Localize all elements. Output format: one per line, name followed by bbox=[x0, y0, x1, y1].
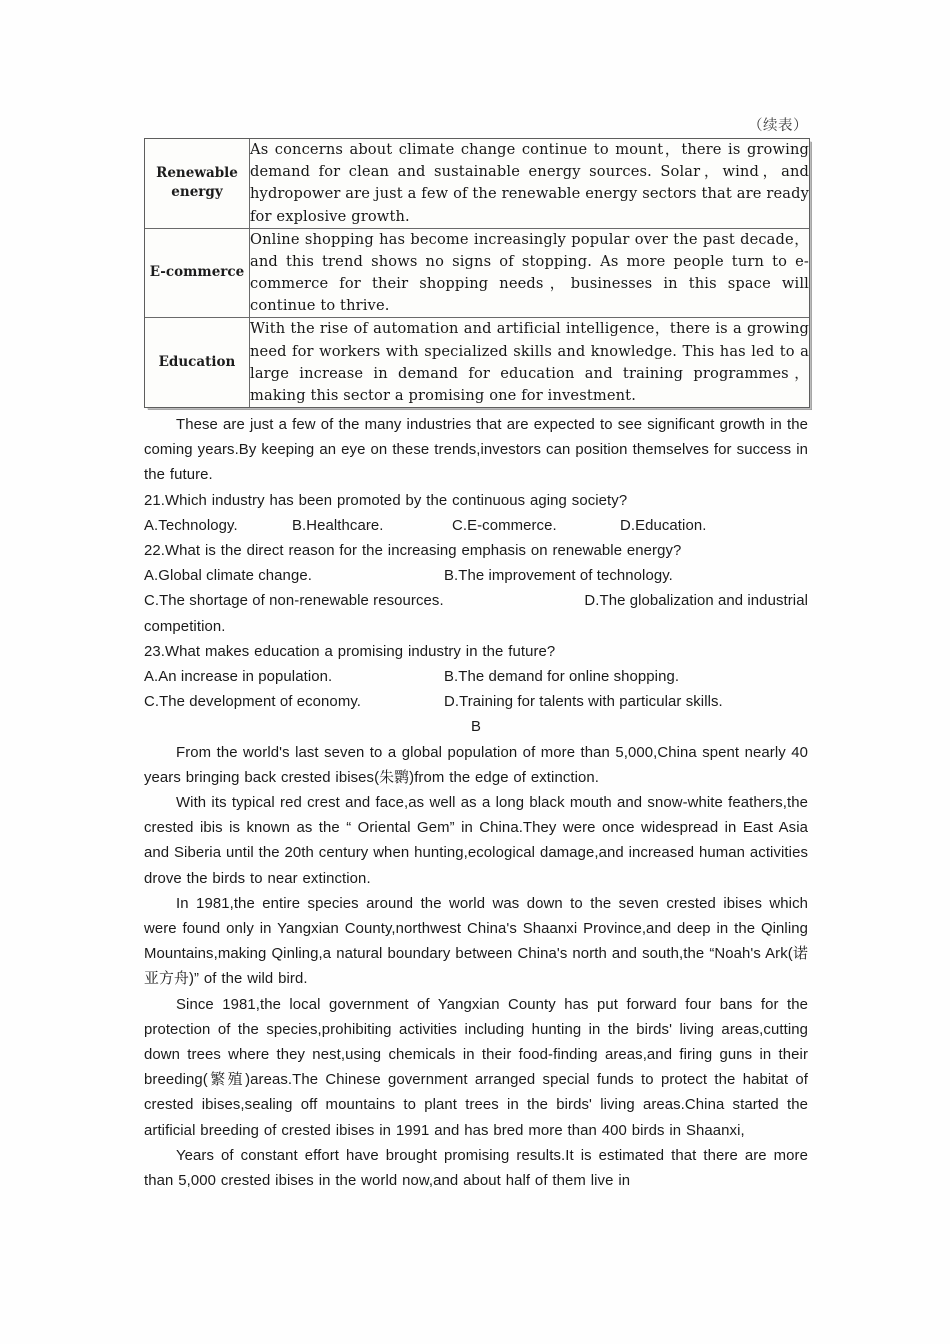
question-23-stem: 23.What makes education a promising industry in the future? bbox=[144, 643, 556, 660]
section-b-paragraph-2: With its typical red crest and face,as well as a long black mouth and snow-white feathers,the crested ibis is known as the “ Oriental Gem” in China.They were once widespread in East Asia and Siberia until the 20th century when hunting,ecological damage,and increased human activities drove the birds to near extinction. bbox=[144, 795, 808, 887]
passage-body bbox=[144, 413, 808, 1194]
option-d[interactable]: D.Training for talents with particular skills. bbox=[444, 694, 723, 711]
option-c[interactable]: C.The shortage of non-renewable resources. bbox=[144, 593, 444, 610]
passage-a-closing-paragraph: These are just a few of the many industries that are expected to see significant growth in the coming years.By keeping an eye on these trends,investors can position themselves for success in the future. bbox=[144, 417, 808, 484]
continued-table-label: （续表） bbox=[748, 118, 808, 134]
table-cell-description: As concerns about climate change continue to mount，there is growing demand for clean and sustainable energy sources. Solar，wind，and hydropower are just a few of the renewable energy sectors that are ready for explosive growth. bbox=[250, 139, 810, 228]
option-d[interactable]: D.The globalization and industrial bbox=[584, 593, 808, 610]
table-row bbox=[145, 318, 809, 407]
option-d[interactable]: D.Education. bbox=[620, 517, 707, 534]
table-cell-description: With the rise of automation and artificial intelligence，there is a growing need for workers with specialized skills and knowledge. This has led to a large increase in demand for education and training programmes，making this sector a promising one for investment. bbox=[250, 318, 810, 407]
section-b-paragraph-3: In 1981,the entire species around the world was down to the seven crested ibises which were found only in Yangxian County,northwest China's Shaanxi Province,and deep in the Qinling Mountains,making Qinling,a natural boundary between China's north and south,the “Noah's Ark(诺亚方舟)” of the wild bird. bbox=[144, 895, 808, 988]
question-21-options bbox=[144, 514, 808, 539]
option-c[interactable]: C.E-commerce. bbox=[452, 517, 557, 534]
section-b-paragraph-4: Since 1981,the local government of Yangxian County has put forward four bans for the protection of the species,prohibiting activities including hunting in the birds' living areas,cutting down trees where they nest,using chemicals in their food-finding areas,and firing guns in their breeding(繁殖)areas.The Chinese government arranged special funds to protect the habitat of crested ibises,sealing off mountains to plant trees in the birds' living areas.China started the artificial breeding of crested ibises in 1991 and has bred more than 400 birds in Shaanxi, bbox=[144, 996, 808, 1139]
option-c[interactable]: C.The development of economy. bbox=[144, 694, 361, 711]
section-b-paragraph-5: Years of constant effort have brought promising results.It is estimated that there are more than 5,000 crested ibises in the world now,and about half of them live in bbox=[144, 1147, 808, 1190]
question-22-option-d-overflow: competition. bbox=[144, 618, 226, 635]
option-a[interactable]: A.An increase in population. bbox=[144, 669, 333, 686]
table-cell-category: Education bbox=[145, 318, 250, 407]
option-b[interactable]: B.The improvement of technology. bbox=[444, 568, 673, 585]
table-cell-description: Online shopping has become increasingly popular over the past decade，and this trend shows no signs of stopping. As more people turn to e-commerce for their shopping needs，businesses in this space will continue to thrive. bbox=[250, 228, 810, 318]
question-22-stem: 22.What is the direct reason for the increasing emphasis on renewable energy? bbox=[144, 543, 682, 560]
section-b-paragraph-1: From the world's last seven to a global population of more than 5,000,China spent nearly 40 years bringing back crested ibises(朱鹮)from the edge of extinction. bbox=[144, 744, 808, 786]
question-23-options-row2 bbox=[144, 690, 808, 715]
table-cell-category: E-commerce bbox=[145, 228, 250, 318]
table-row bbox=[145, 139, 809, 228]
option-b[interactable]: B.The demand for online shopping. bbox=[444, 669, 680, 686]
section-b-letter: B bbox=[471, 719, 481, 736]
table-row bbox=[145, 228, 809, 318]
question-22-options-row2 bbox=[144, 589, 808, 614]
question-22-options-row1 bbox=[144, 564, 808, 589]
table-cell-category: Renewable energy bbox=[145, 139, 250, 228]
industries-table bbox=[144, 138, 810, 408]
option-b[interactable]: B.Healthcare. bbox=[292, 517, 384, 534]
option-a[interactable]: A.Technology. bbox=[144, 517, 238, 534]
question-21-stem: 21.Which industry has been promoted by the continuous aging society? bbox=[144, 492, 628, 509]
option-a[interactable]: A.Global climate change. bbox=[144, 568, 312, 585]
question-23-options-row1 bbox=[144, 665, 808, 690]
